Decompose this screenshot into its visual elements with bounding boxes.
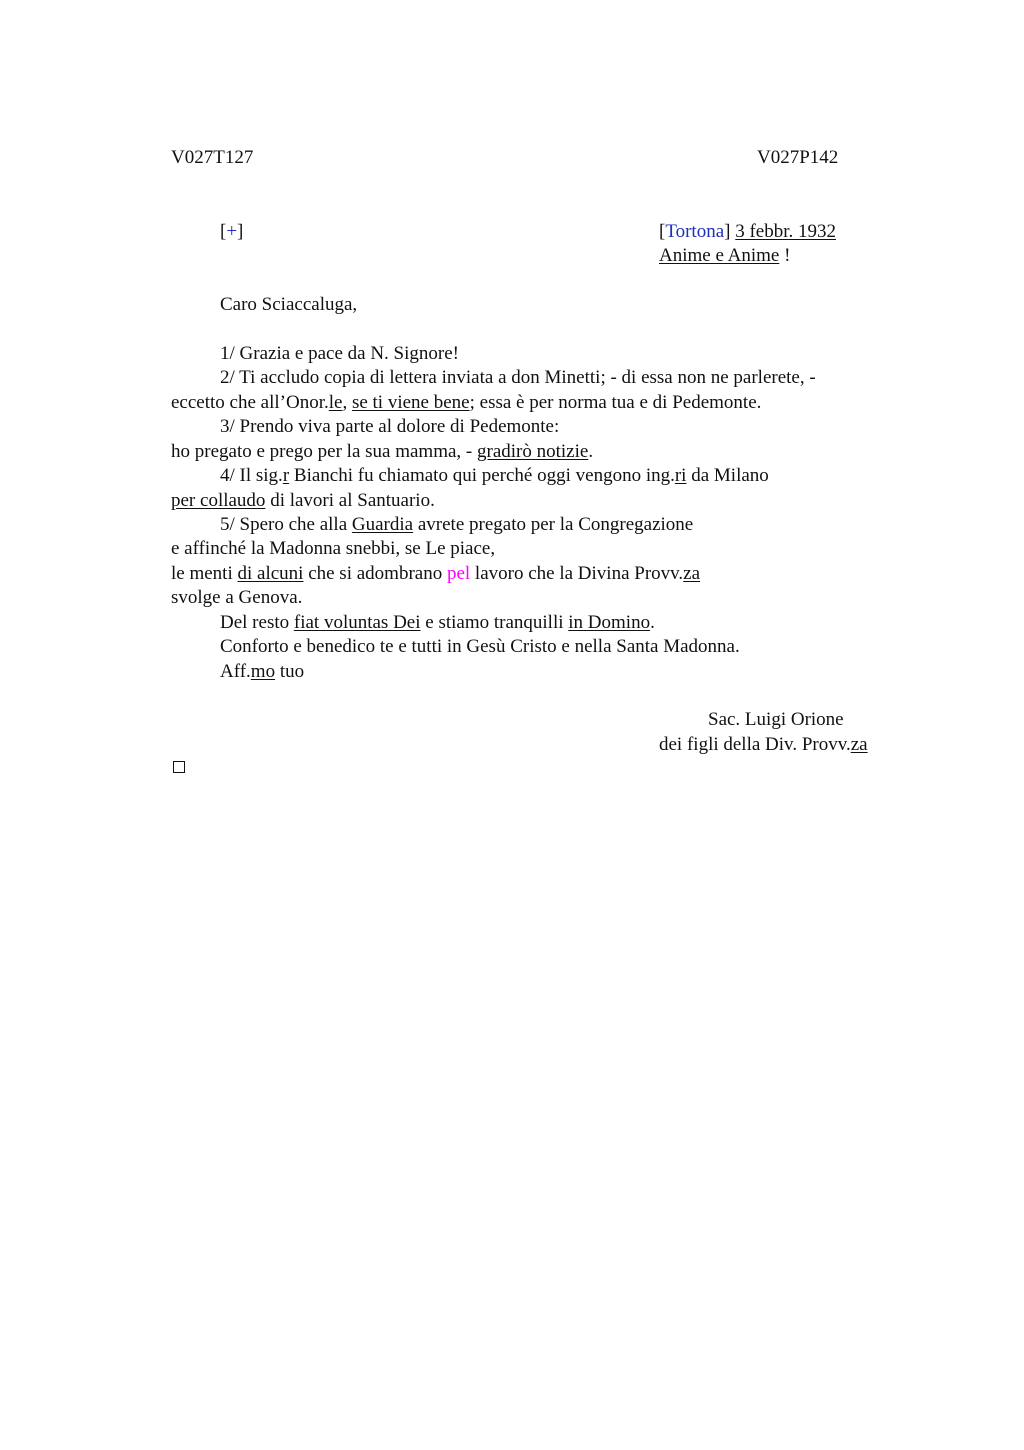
motto-mark: ! (784, 245, 791, 266)
motto: Anime e Anime (659, 245, 780, 266)
paragraph-5-line-3: le menti di alcuni che si adombrano pel lavoro che la Divina Provv.za (171, 563, 701, 584)
paragraph-3-line-1: 3/ Prendo viva parte al dolore di Pedemonte: (220, 416, 560, 437)
paragraph-4-line-1: 4/ Il sig.r Bianchi fu chiamato qui perché oggi vengono ing.ri da Milano (220, 465, 769, 486)
paragraph-5-line-2: e affinché la Madonna snebbi, se Le piace, (171, 538, 496, 559)
paragraph-2-line-1: 2/ Ti accludo copia di lettera inviata a don Minetti; - di essa non ne parlerete, - (220, 367, 816, 388)
underlined-phrase: fiat voluntas Dei (293, 612, 421, 633)
document-code-left: V027T127 (171, 147, 254, 168)
place-date-line: [Tortona] 3 febbr. 1932 (659, 221, 837, 242)
salutation: Caro Sciaccaluga, (220, 294, 358, 315)
underlined-phrase: in Domino (568, 612, 651, 633)
document-code-right: V027P142 (757, 147, 839, 168)
underlined-phrase: se ti viene bene (351, 392, 470, 413)
underlined-phrase: di alcuni (237, 563, 304, 584)
end-mark-box (173, 761, 185, 773)
paragraph-5-line-4: svolge a Genova. (171, 587, 303, 608)
paragraph-6: Del resto fiat voluntas Dei e stiamo tranquilli in Domino. (220, 612, 655, 633)
paragraph-5-line-1: 5/ Spero che alla Guardia avrete pregato per la Congregazione (220, 514, 694, 535)
underlined-phrase: gradirò notizie (477, 441, 589, 462)
highlighted-word: pel (446, 563, 471, 584)
underlined-phrase: Guardia (351, 514, 414, 535)
paragraph-1: 1/ Grazia e pace da N. Signore! (220, 343, 459, 364)
cross-mark: [+] (220, 221, 244, 242)
paragraph-7: Conforto e benedico te e tutti in Gesù Cristo e nella Santa Madonna. (220, 636, 740, 657)
letter-date: 3 febbr. 1932 (735, 221, 837, 242)
place-name: Tortona (665, 221, 725, 242)
motto-line (659, 244, 790, 268)
signature-name: Sac. Luigi Orione (708, 709, 844, 730)
closing: Aff.mo tuo (220, 661, 305, 682)
paragraph-4-line-2: per collaudo di lavori al Santuario. (171, 490, 435, 511)
paragraph-3-line-2: ho pregato e prego per la sua mamma, - gradirò notizie. (171, 441, 594, 462)
paragraph-2-line-2: eccetto che all’Onor.le, se ti viene bene; essa è per norma tua e di Pedemonte. (171, 392, 762, 413)
cross-symbol: + (226, 221, 238, 242)
signature-title: dei figli della Div. Provv.za (659, 734, 868, 755)
underlined-phrase: per collaudo (171, 490, 266, 511)
